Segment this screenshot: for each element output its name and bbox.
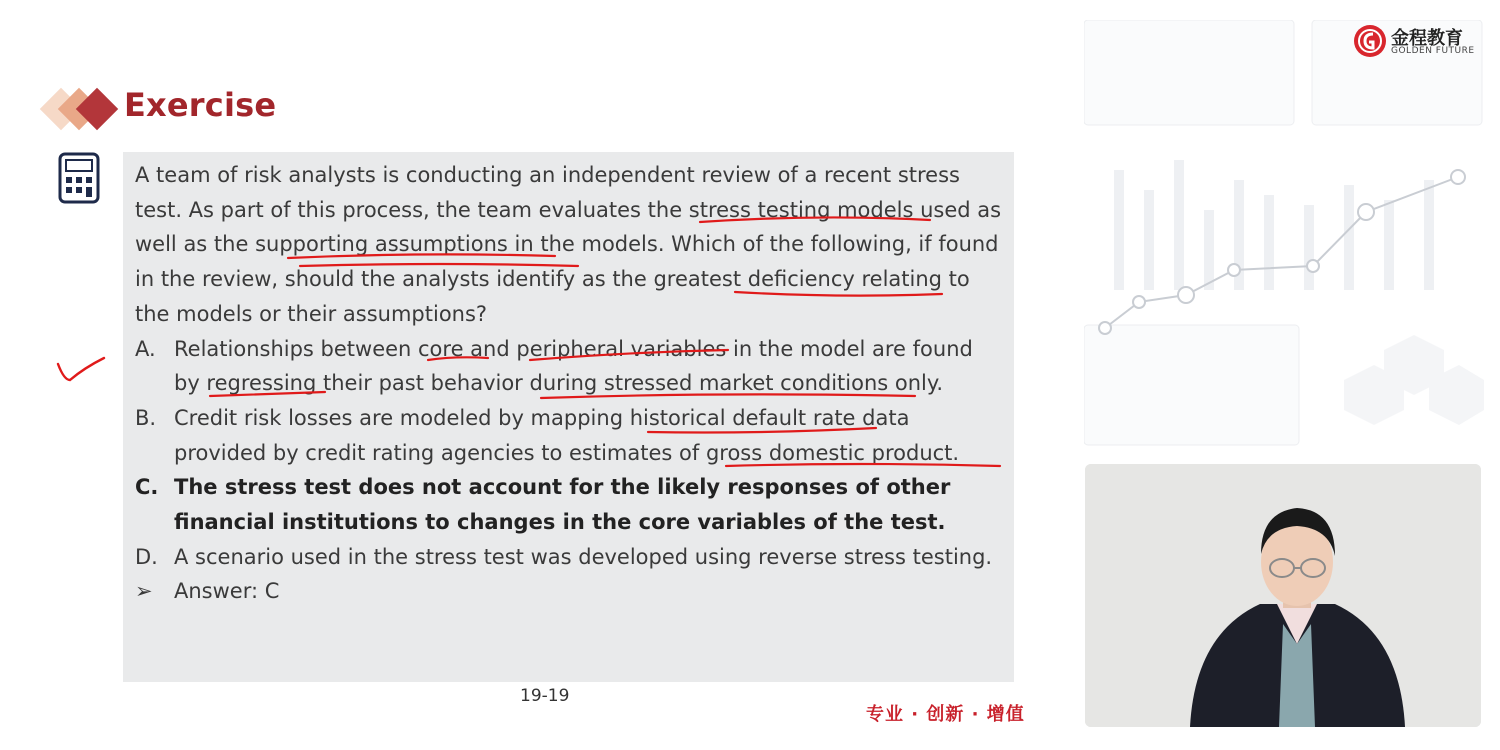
option-letter: A.: [135, 336, 156, 361]
logo-name-cn: 金程教育: [1391, 28, 1463, 49]
question-stem: A team of risk analysts is conducting an independent review of a recent stress test. As part of this process, the team evaluates the stress testing models used as well as the supporting assumptions in the models. Which of the following, if found in the review, should the analysts identify as the greatest deficiency relating to the models or their assumptions?: [135, 163, 1002, 326]
background-infographic: [1084, 20, 1484, 460]
option-c: [135, 470, 1005, 539]
option-letter: C.: [135, 475, 159, 500]
slogan: 专业 · 创新 · 增值: [866, 704, 1025, 725]
page-number: 19-19: [520, 686, 570, 706]
option-d: [135, 540, 1005, 575]
page-title: Exercise: [124, 86, 277, 124]
presenter-video[interactable]: [1085, 464, 1481, 727]
answer-marker-icon: ➢: [135, 579, 153, 604]
option-letter: B.: [135, 405, 157, 430]
logo-name-en: GOLDEN FUTURE: [1391, 46, 1475, 56]
calculator-icon: [58, 152, 100, 204]
question-panel: [123, 152, 1014, 682]
option-text: Relationships between core and peripheral variables in the model are found by regressing their past behavior during stressed market conditions only.: [174, 336, 973, 396]
logo-icon: [1353, 24, 1387, 58]
option-letter: D.: [135, 544, 158, 569]
option-text: A scenario used in the stress test was developed using reverse stress testing.: [174, 544, 993, 569]
answer-line: [135, 574, 1005, 609]
option-text: Credit risk losses are modeled by mapping historical default rate data provided by credit rating agencies to estimates of gross domestic product.: [174, 405, 960, 465]
option-b: [135, 401, 1005, 470]
title-decoration-icon: [40, 86, 120, 132]
presenter-image: [1085, 464, 1481, 727]
checkmark-annotation: [54, 352, 110, 386]
option-a: [135, 332, 1005, 401]
logo: [1353, 24, 1488, 60]
answer-text: Answer: C: [174, 579, 280, 604]
option-text: The stress test does not account for the likely responses of other financial institutions to changes in the core variables of the test.: [174, 475, 951, 535]
